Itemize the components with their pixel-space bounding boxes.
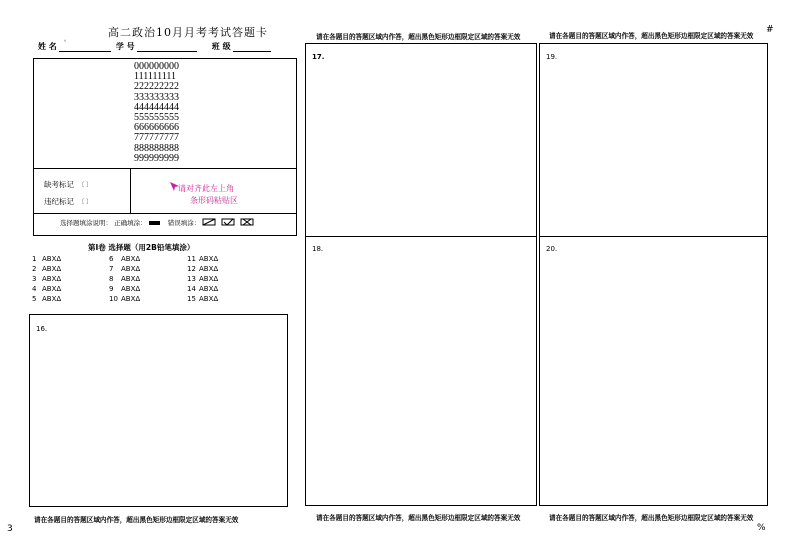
question-number: 8 xyxy=(109,275,114,283)
legend-wrong-label: 错误填涂： xyxy=(167,219,201,227)
fill-instructions xyxy=(60,218,258,228)
digit-row[interactable]: 555555555 xyxy=(134,111,179,123)
digit-row[interactable]: 111111111 xyxy=(134,71,177,83)
absent-mark xyxy=(44,179,92,190)
absent-checkbox[interactable]: 〔 〕 xyxy=(78,182,93,189)
option-choices[interactable]: ABXΔ xyxy=(42,285,62,293)
option-choices[interactable]: ABXΔ xyxy=(121,255,141,263)
answer-box-18[interactable] xyxy=(305,236,537,506)
mcq-question[interactable] xyxy=(109,284,140,294)
option-choices[interactable]: ABXΔ xyxy=(199,255,219,263)
mcq-question[interactable] xyxy=(187,274,218,284)
answer-region-notice: 请在各题目的答题区域内作答，超出黑色矩形边框限定区域的答案无效 xyxy=(316,33,521,41)
question-number: 15 xyxy=(187,295,196,303)
violation-label: 违纪标记 xyxy=(44,197,74,206)
question-number: 7 xyxy=(109,265,114,273)
option-choices[interactable]: ABXΔ xyxy=(199,265,219,273)
answer-region-notice: 请在各题目的答题区域内作答，超出黑色矩形边框限定区域的答案无效 xyxy=(316,514,521,522)
question-label-18: 18. xyxy=(312,245,324,253)
divider xyxy=(130,168,131,213)
page-mark-three: 3 xyxy=(7,524,13,534)
answer-region-notice: 请在各题目的答题区域内作答，超出黑色矩形边框限定区域的答案无效 xyxy=(34,516,239,524)
mcq-question[interactable] xyxy=(109,264,140,274)
violation-mark xyxy=(44,196,92,207)
mcq-question[interactable] xyxy=(187,294,218,304)
violation-checkbox[interactable]: 〔 〕 xyxy=(78,199,93,206)
student-number-grid xyxy=(134,62,179,164)
dot-mark: 。 xyxy=(64,36,71,43)
legend-text: 选择题填涂说明： xyxy=(60,219,112,227)
digit-row[interactable]: 333333333 xyxy=(134,91,179,103)
mcq-question[interactable] xyxy=(32,264,61,274)
option-choices[interactable]: ABXΔ xyxy=(42,265,62,273)
class-label: 班 级 xyxy=(211,41,231,51)
question-number: 12 xyxy=(187,265,196,273)
question-number: 11 xyxy=(187,255,196,263)
barcode-paste-area xyxy=(178,183,238,207)
digit-row[interactable]: 000000000 xyxy=(134,61,179,72)
divider xyxy=(33,168,297,169)
answer-box-16[interactable] xyxy=(29,314,288,507)
hash-mark: # xyxy=(766,25,774,35)
option-choices[interactable]: ABXΔ xyxy=(42,255,62,263)
correct-fill-icon xyxy=(149,221,160,225)
mcq-question[interactable] xyxy=(187,284,218,294)
answer-box-19[interactable] xyxy=(539,43,768,237)
question-number: 9 xyxy=(109,285,114,293)
answer-region-notice: 请在各题目的答题区域内作答，超出黑色矩形边框限定区域的答案无效 xyxy=(549,32,754,40)
question-label-20: 20. xyxy=(546,245,558,253)
mcq-question[interactable] xyxy=(187,254,218,264)
class-field[interactable] xyxy=(233,43,271,52)
percent-mark: % xyxy=(757,523,766,533)
digit-row[interactable]: 777777777 xyxy=(134,132,179,144)
answer-box-20[interactable] xyxy=(539,236,768,506)
paste-instruction-2: 条形码粘贴区 xyxy=(190,196,238,205)
option-choices[interactable]: ABXΔ xyxy=(121,285,141,293)
question-number: 3 xyxy=(32,275,37,283)
legend-correct-label: 正确填涂： xyxy=(114,219,147,227)
digit-row[interactable]: 888888888 xyxy=(134,142,179,154)
wrong-fill-icon xyxy=(202,218,258,228)
digit-row[interactable]: 444444444 xyxy=(134,101,179,113)
mcq-column-2 xyxy=(109,254,140,304)
answer-sheet-title: 高二政治10月月考考试答题卡 xyxy=(108,26,268,39)
mcq-question[interactable] xyxy=(32,274,61,284)
question-number: 1 xyxy=(32,255,37,263)
mcq-question[interactable] xyxy=(109,274,140,284)
option-choices[interactable]: ABXΔ xyxy=(121,295,141,303)
option-choices[interactable]: ABXΔ xyxy=(121,275,141,283)
mcq-heading: 第Ⅰ卷 选择题（用2B铅笔填涂） xyxy=(88,243,195,252)
mcq-column-1 xyxy=(32,254,61,304)
question-number: 6 xyxy=(109,255,114,263)
student-info-row xyxy=(38,41,271,52)
answer-region-notice: 请在各题目的答题区域内作答，超出黑色矩形边框限定区域的答案无效 xyxy=(549,514,754,522)
question-label-16: 16. xyxy=(36,325,48,333)
option-choices[interactable]: ABXΔ xyxy=(199,275,219,283)
digit-row[interactable]: 666666666 xyxy=(134,122,179,134)
name-field[interactable] xyxy=(59,43,111,52)
mcq-question[interactable] xyxy=(187,264,218,274)
mcq-question[interactable] xyxy=(32,294,61,304)
student-id-label: 学 号 xyxy=(115,41,135,51)
mcq-question[interactable] xyxy=(32,284,61,294)
option-choices[interactable]: ABXΔ xyxy=(121,265,141,273)
absent-label: 缺考标记 xyxy=(44,180,74,189)
answer-box-17[interactable] xyxy=(305,43,537,237)
option-choices[interactable]: ABXΔ xyxy=(42,275,62,283)
mcq-question[interactable] xyxy=(109,294,140,304)
option-choices[interactable]: ABXΔ xyxy=(42,295,62,303)
question-number: 2 xyxy=(32,265,37,273)
option-choices[interactable]: ABXΔ xyxy=(199,295,219,303)
option-choices[interactable]: ABXΔ xyxy=(199,285,219,293)
paste-instruction-1: 请对齐此左上角 xyxy=(178,184,234,193)
digit-row[interactable]: 999999999 xyxy=(134,152,179,164)
mcq-question[interactable] xyxy=(32,254,61,264)
question-number: 4 xyxy=(32,285,37,293)
question-number: 14 xyxy=(187,285,196,293)
question-label-19: 19. xyxy=(546,53,558,61)
digit-row[interactable]: 222222222 xyxy=(134,81,179,93)
question-number: 10 xyxy=(109,295,118,303)
question-number: 5 xyxy=(32,295,37,303)
name-label: 姓 名 xyxy=(38,41,57,51)
divider xyxy=(33,213,297,214)
question-number: 13 xyxy=(187,275,196,283)
mcq-column-3 xyxy=(187,254,218,304)
question-label-17: 17. xyxy=(312,53,325,61)
student-id-field[interactable] xyxy=(137,43,197,52)
mcq-question[interactable] xyxy=(109,254,140,264)
